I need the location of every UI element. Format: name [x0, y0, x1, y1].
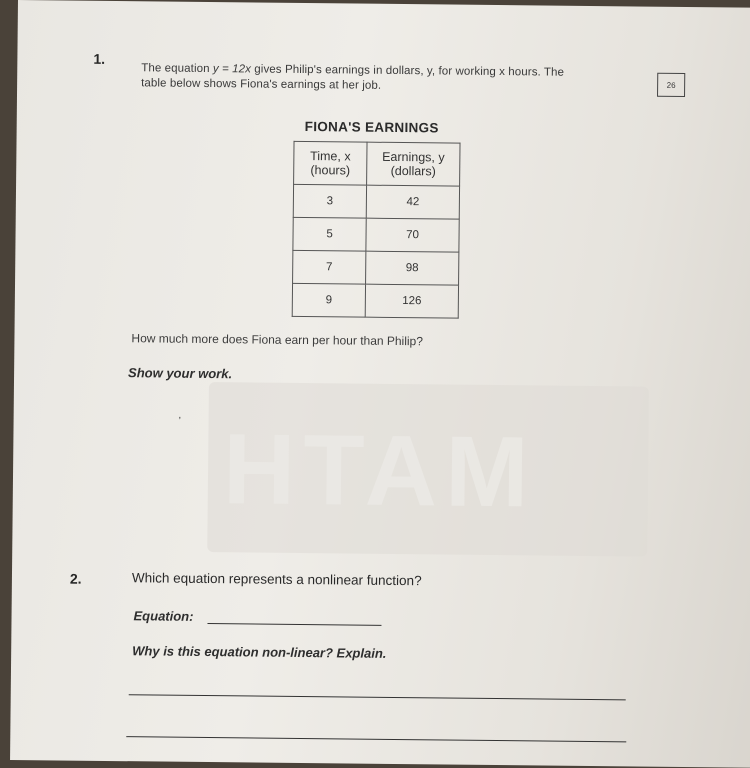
- explanation-answer-line-1[interactable]: [129, 694, 626, 700]
- table-header-row: [294, 141, 460, 186]
- stem-text: gives Philip's earnings in dollars, y, for working x hours. The: [250, 63, 565, 79]
- explanation-answer-line-2[interactable]: [126, 736, 626, 742]
- table-row: [293, 250, 459, 285]
- header-earnings-line-2: (dollars): [390, 163, 436, 179]
- table-row: [293, 217, 459, 252]
- why-nonlinear-label: Why is this equation non-linear? Explain.: [132, 643, 387, 661]
- table-row: [293, 184, 459, 219]
- question-2-prompt: Which equation represents a nonlinear function?: [131, 570, 422, 589]
- equation-answer-line[interactable]: [207, 623, 381, 626]
- stem-text: The equation: [141, 62, 213, 76]
- watermark-text: HTAM: [222, 413, 538, 529]
- table-title: FIONA'S EARNINGS: [304, 119, 439, 136]
- fiona-earnings-table: [292, 141, 461, 319]
- cell-time: 5: [293, 217, 366, 251]
- question-1-number: 1.: [93, 50, 106, 67]
- philip-equation: y = 12x: [212, 63, 252, 76]
- cell-time: 9: [292, 283, 365, 317]
- question-1-stem-line-2: table below shows Fiona's earnings at her job.: [141, 77, 382, 92]
- score-box: 26: [657, 73, 685, 97]
- header-time-line-1: Time, x: [310, 149, 351, 164]
- question-1-prompt: How much more does Fiona earn per hour than Philip?: [131, 331, 424, 349]
- cell-earnings: 98: [366, 251, 459, 285]
- pencil-mark: ’: [178, 415, 181, 427]
- question-2-number: 2.: [69, 570, 82, 587]
- header-time-line-2: (hours): [310, 163, 351, 178]
- cell-earnings: 70: [366, 218, 459, 252]
- show-work-label: Show your work.: [128, 365, 233, 382]
- header-earnings: [367, 142, 460, 186]
- cell-time: 7: [293, 250, 366, 284]
- cell-time: 3: [293, 184, 366, 218]
- header-time: [294, 141, 367, 185]
- header-earnings-line-1: Earnings, y: [382, 149, 445, 165]
- table-row: [292, 283, 458, 318]
- cell-earnings: 42: [366, 185, 459, 219]
- cell-earnings: 126: [365, 284, 458, 318]
- worksheet-page: [10, 0, 750, 768]
- equation-label: Equation:: [133, 608, 194, 624]
